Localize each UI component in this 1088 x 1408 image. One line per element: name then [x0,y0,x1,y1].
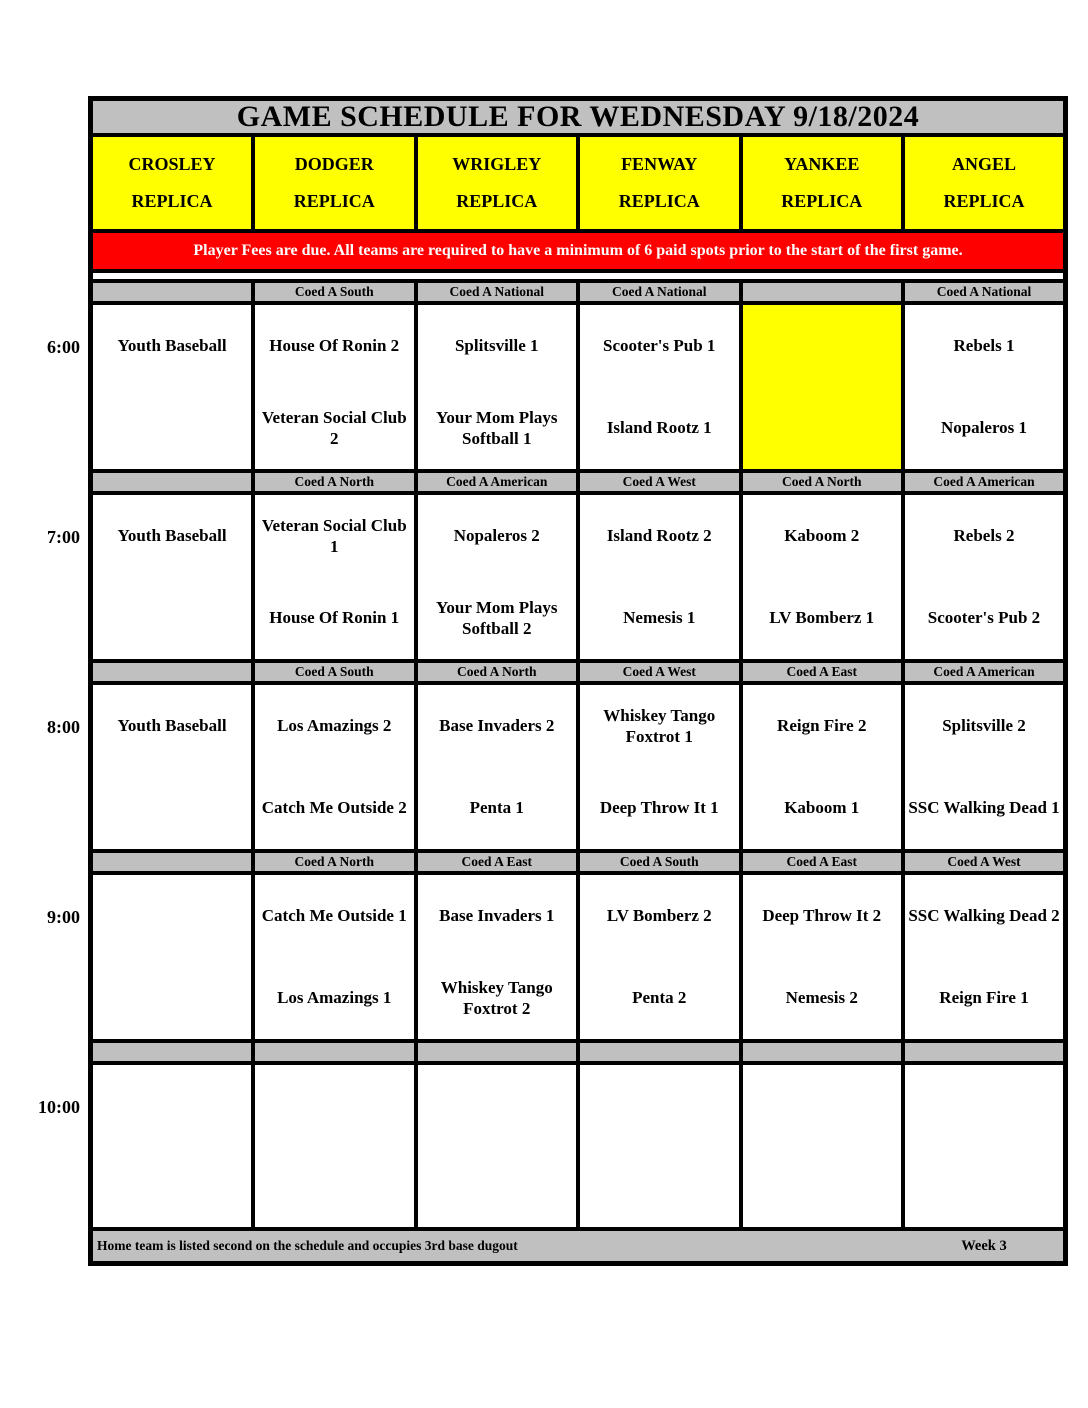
week-label: Week 3 [961,1237,1007,1254]
team-slot-away: Catch Me Outside 1 [261,906,407,926]
game-cell [741,493,904,661]
field-name: WRIGLEY [452,153,542,174]
team-slot-home: Los Amazings 1 [277,988,392,1008]
division-cell [253,281,416,303]
game-cell [578,493,741,661]
team-slot-away: Veteran Social Club 1 [261,515,407,556]
division-cell [91,661,254,683]
schedule-table [88,96,1068,1266]
time-label-10: 10:00 [38,1097,80,1117]
field-type: REPLICA [943,191,1025,212]
division-label: Coed A West [622,664,696,679]
field-name: CROSLEY [128,153,216,174]
team-slot-away: Island Rootz 2 [606,526,712,546]
division-cell [253,471,416,493]
division-cell [903,471,1066,493]
field-name: YANKEE [784,153,860,174]
spacer-row [91,271,1066,281]
field-type: REPLICA [131,191,213,212]
field-type: REPLICA [618,191,700,212]
team-slot-away [93,875,251,957]
team-slot-away: SSC Walking Dead 2 [908,906,1060,926]
team-slot-away: House Of Ronin 2 [269,336,400,356]
team-slot-away: Splitsville 1 [454,336,539,356]
team-slot-away: Reign Fire 2 [777,716,867,736]
team-slot-away: Youth Baseball [117,526,227,546]
team-slot-home: Penta 2 [632,988,687,1008]
game-cell [741,873,904,1041]
team-slot-home: Deep Throw It 1 [599,798,719,818]
team-slot-home: Catch Me Outside 2 [261,798,407,818]
team-slot-away [743,1065,902,1146]
team-slot-home [418,1146,577,1227]
division-label: Coed A South [619,854,699,869]
team-slot-home [255,1146,414,1227]
team-slot-away: Splitsville 2 [942,716,1026,736]
game-cell [903,683,1066,851]
division-label: Coed A North [781,474,862,489]
field-header-angel [903,135,1066,231]
team-slot-away [255,1065,414,1146]
game-cell [416,873,579,1041]
field-type: REPLICA [293,191,375,212]
game-cell [578,873,741,1041]
division-cell [416,1041,579,1063]
team-slot-away: Base Invaders 1 [439,906,555,926]
field-header-yankee [741,135,904,231]
game-cell [903,873,1066,1041]
team-slot-away [580,1065,739,1146]
game-cell [416,493,579,661]
division-label: Coed A South [294,284,374,299]
team-slot-home: Penta 1 [469,798,524,818]
division-cell [903,661,1066,683]
field-header-row [91,135,1066,231]
division-label: Coed A West [947,854,1021,869]
game-cell [416,1063,579,1229]
fee-notice: Player Fees are due. All teams are required to have a minimum of 6 paid spots prior to the start of the first game. [91,231,1066,271]
game-row [91,683,1066,851]
time-label-8: 8:00 [47,717,80,737]
game-cell [253,493,416,661]
field-name: ANGEL [951,153,1016,174]
division-cell [578,851,741,873]
game-cell [578,683,741,851]
division-cell [578,661,741,683]
division-cell [741,661,904,683]
field-type: REPLICA [781,191,863,212]
division-cell [253,851,416,873]
team-slot-home: Nopaleros 1 [940,418,1028,438]
team-slot-away [418,1065,577,1146]
division-cell [578,281,741,303]
division-row [91,1041,1066,1063]
game-cell [578,1063,741,1229]
team-slot-away [93,1065,251,1146]
game-row [91,493,1066,661]
team-slot-home: LV Bomberz 1 [769,608,875,628]
team-slot-home: Kaboom 1 [784,798,860,818]
team-slot-home [905,1146,1063,1227]
game-cell [253,303,416,471]
team-slot-home [93,577,251,659]
division-cell [253,1041,416,1063]
division-label: Coed A East [461,854,532,869]
team-slot-home [743,387,902,469]
division-cell [91,1041,254,1063]
division-cell [416,281,579,303]
division-label: Coed A North [294,854,374,869]
footer-row [91,1229,1066,1264]
team-slot-home [93,1146,251,1227]
team-slot-home: Your Mom Plays Softball 2 [435,597,558,638]
team-slot-away: LV Bomberz 2 [606,906,712,926]
division-row [91,471,1066,493]
time-label-7: 7:00 [47,527,80,547]
division-cell [741,281,904,303]
game-cell [253,1063,416,1229]
division-label: Coed A South [294,664,374,679]
game-cell [903,493,1066,661]
game-row [91,873,1066,1041]
team-slot-away: Kaboom 2 [784,526,860,546]
team-slot-away: Nopaleros 2 [453,526,540,546]
division-label: Coed A West [622,474,696,489]
division-cell [416,471,579,493]
game-cell [903,303,1066,471]
division-row [91,281,1066,303]
division-label: Coed A American [933,664,1035,679]
team-slot-away: Rebels 2 [953,526,1015,546]
field-type: REPLICA [456,191,538,212]
team-slot-away: Scooter's Pub 1 [603,336,716,356]
field-header-wrigley [416,135,579,231]
fee-notice-row [91,231,1066,271]
game-cell [903,1063,1066,1229]
division-cell [91,281,254,303]
team-slot-home: Your Mom Plays Softball 1 [435,407,558,448]
team-slot-home: SSC Walking Dead 1 [908,798,1060,818]
team-slot-away: Los Amazings 2 [277,716,392,736]
team-slot-home: House Of Ronin 1 [269,608,400,628]
division-cell [903,851,1066,873]
team-slot-home [93,387,251,469]
division-label: Coed A North [294,474,374,489]
division-row [91,661,1066,683]
game-cell [91,873,254,1041]
division-label: Coed A East [786,854,857,869]
division-cell [903,1041,1066,1063]
division-cell [741,1041,904,1063]
team-slot-home: Reign Fire 1 [939,988,1029,1008]
team-slot-home: Veteran Social Club 2 [261,407,407,448]
game-cell [578,303,741,471]
team-slot-home: Scooter's Pub 2 [927,608,1041,628]
team-slot-home [93,767,251,849]
title-row [91,99,1066,136]
time-label-9: 9:00 [47,907,80,927]
division-label: Coed A American [446,474,548,489]
division-cell [416,851,579,873]
field-header-dodger [253,135,416,231]
division-cell [416,661,579,683]
game-cell [741,303,904,471]
team-slot-away: Base Invaders 2 [439,716,555,736]
page-title: GAME SCHEDULE FOR WEDNESDAY 9/18/2024 [91,99,1066,136]
field-header-crosley [91,135,254,231]
division-cell [903,281,1066,303]
game-cell [741,683,904,851]
division-label: Coed A American [933,474,1035,489]
field-name: FENWAY [621,153,698,174]
team-slot-away: Youth Baseball [117,716,227,736]
team-slot-away: Rebels 1 [953,336,1015,356]
team-slot-away [743,305,902,387]
game-cell [253,873,416,1041]
division-cell [741,851,904,873]
game-cell [91,493,254,661]
team-slot-away [905,1065,1063,1146]
team-slot-home: Island Rootz 1 [606,418,712,438]
game-cell [741,1063,904,1229]
division-row [91,851,1066,873]
team-slot-home [93,957,251,1039]
time-label-6: 6:00 [47,337,80,357]
team-slot-home: Whiskey Tango Foxtrot 2 [440,977,553,1018]
division-label: Coed A National [449,284,544,299]
game-row [91,303,1066,471]
division-cell [91,471,254,493]
division-label: Coed A North [456,664,537,679]
game-cell [416,303,579,471]
team-slot-away: Whiskey Tango Foxtrot 1 [603,705,716,746]
schedule-body [91,99,1066,1264]
game-cell [416,683,579,851]
division-cell [578,1041,741,1063]
team-slot-away: Deep Throw It 2 [762,906,882,926]
team-slot-home [580,1146,739,1227]
division-cell [578,471,741,493]
team-slot-home: Nemesis 2 [785,988,858,1008]
team-slot-home: Nemesis 1 [623,608,696,628]
game-cell [91,683,254,851]
game-cell [91,1063,254,1229]
field-name: DODGER [294,153,374,174]
team-slot-away: Youth Baseball [117,336,227,356]
division-cell [741,471,904,493]
footer-note: Home team is listed second on the schedule and occupies 3rd base dugout [97,1238,518,1253]
division-cell [91,851,254,873]
division-label: Coed A National [936,284,1032,299]
game-cell [253,683,416,851]
division-cell [253,661,416,683]
time-gutter [0,0,88,1408]
game-cell [91,303,254,471]
division-label: Coed A East [786,664,857,679]
division-label: Coed A National [611,284,707,299]
team-slot-home [743,1146,902,1227]
game-row [91,1063,1066,1229]
field-header-fenway [578,135,741,231]
